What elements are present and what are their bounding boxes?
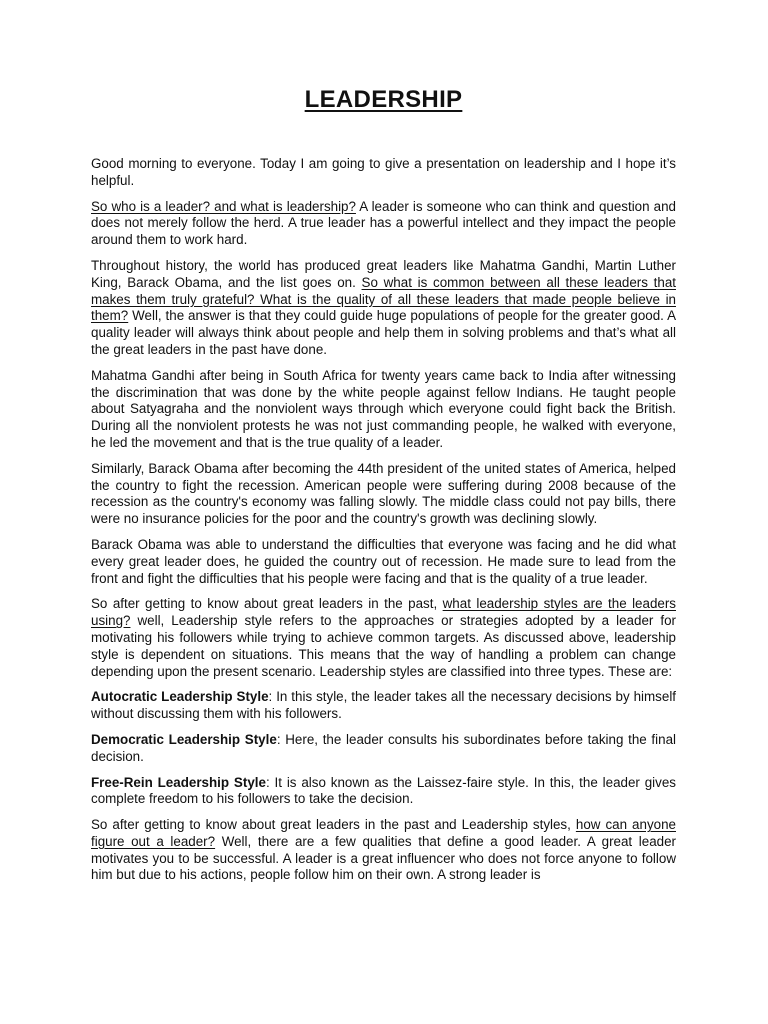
paragraph [91, 817, 676, 884]
bold-term: Democratic Leadership Style [91, 731, 277, 747]
paragraph-text: : Here, the leader consults his subordinates before taking the final decision. [91, 731, 676, 764]
page-title: LEADERSHIP [304, 86, 463, 113]
bold-term: Free-Rein Leadership Style [91, 774, 266, 790]
underlined-text: how can anyone figure out a leader? [91, 817, 676, 849]
paragraph-text: So after getting to know about great leaders in the past, [91, 596, 443, 612]
underlined-text: what leadership styles are the leaders using? [91, 596, 676, 629]
paragraph-text: A leader is someone who can think and question and does not merely follow the herd. A true leader has a powerful intellect and they impact the people around them to work hard. [91, 198, 676, 248]
bold-term: Autocratic Leadership Style [91, 689, 269, 705]
paragraph-text: : It is also known as the Laissez-faire style. In this, the leader gives complete freedom to his followers to take the decision. [91, 774, 676, 807]
paragraph [91, 461, 676, 528]
paragraph-text: Similarly, Barack Obama after becoming the 44th president of the united states of America, helped the country to fight the recession. American people were suffering during 2008 because of the recession as the country's economy was falling slowly. The middle class could not pay bills, there were no insurance policies for the poor and the country's growth was declining slowly. [91, 460, 676, 527]
paragraph-text: Barack Obama was able to understand the difficulties that everyone was facing and he did what every great leader does, he guided the country out of recession. He made sure to lead from the front and fight the difficulties that his people were facing and that is the quality of a true leader. [91, 536, 676, 586]
paragraph [91, 775, 676, 809]
paragraph-text: : In this style, the leader takes all the necessary decisions by himself without discussing them with his followers. [91, 689, 677, 722]
document-page [91, 84, 676, 893]
paragraph [91, 368, 676, 452]
paragraph [91, 537, 676, 587]
paragraph-text: Well, the answer is that they could guide huge populations of people for the greater good. A quality leader will always think about people and help them in solving problems and that’s what all the great leaders in the past have done. [91, 308, 676, 357]
paragraph [91, 596, 676, 680]
paragraph [91, 258, 676, 359]
paragraph-text: Well, there are a few qualities that define a good leader. A great leader motivates you to be successful. A leader is a great influencer who does not force anyone to follow him but due to his actions, people follow him on their own. A strong leader is [91, 833, 676, 883]
paragraph [91, 689, 676, 723]
document-body [91, 156, 676, 884]
paragraph-text: Throughout history, the world has produced great leaders like Mahatma Gandhi, Martin Luther King, Barack Obama, and the list goes on. [91, 257, 676, 290]
paragraph [91, 156, 676, 190]
paragraph-text: So after getting to know about great leaders in the past and Leadership styles, [91, 817, 576, 833]
paragraph-text: Good morning to everyone. Today I am going to give a presentation on leadership and I hope it’s helpful. [91, 156, 676, 188]
paragraph-text: Mahatma Gandhi after being in South Africa for twenty years came back to India after witnessing the discrimination that was done by the white people against fellow Indians. He taught people about Satyagraha and the nonviolent ways through which everyone could fight back the British. During all the nonviolent protests he was not just commanding people, he walked with everyone, he led the movement and that is the true quality of a leader. [91, 367, 676, 450]
underlined-text: So what is common between all these leaders that makes them truly grateful? What is the quality of all these leaders that made people believe in them? [91, 274, 676, 324]
underlined-text: So who is a leader? and what is leadership? [91, 198, 356, 214]
paragraph [91, 732, 676, 766]
paragraph [91, 199, 676, 249]
paragraph-text: well, Leadership style refers to the approaches or strategies adopted by a leader for motivating his followers while trying to achieve common targets. As discussed above, leadership style is dependent on situations. This means that the way of handling a problem can change depending upon the present scenario. Leadership styles are classified into three types. These are: [91, 613, 676, 679]
